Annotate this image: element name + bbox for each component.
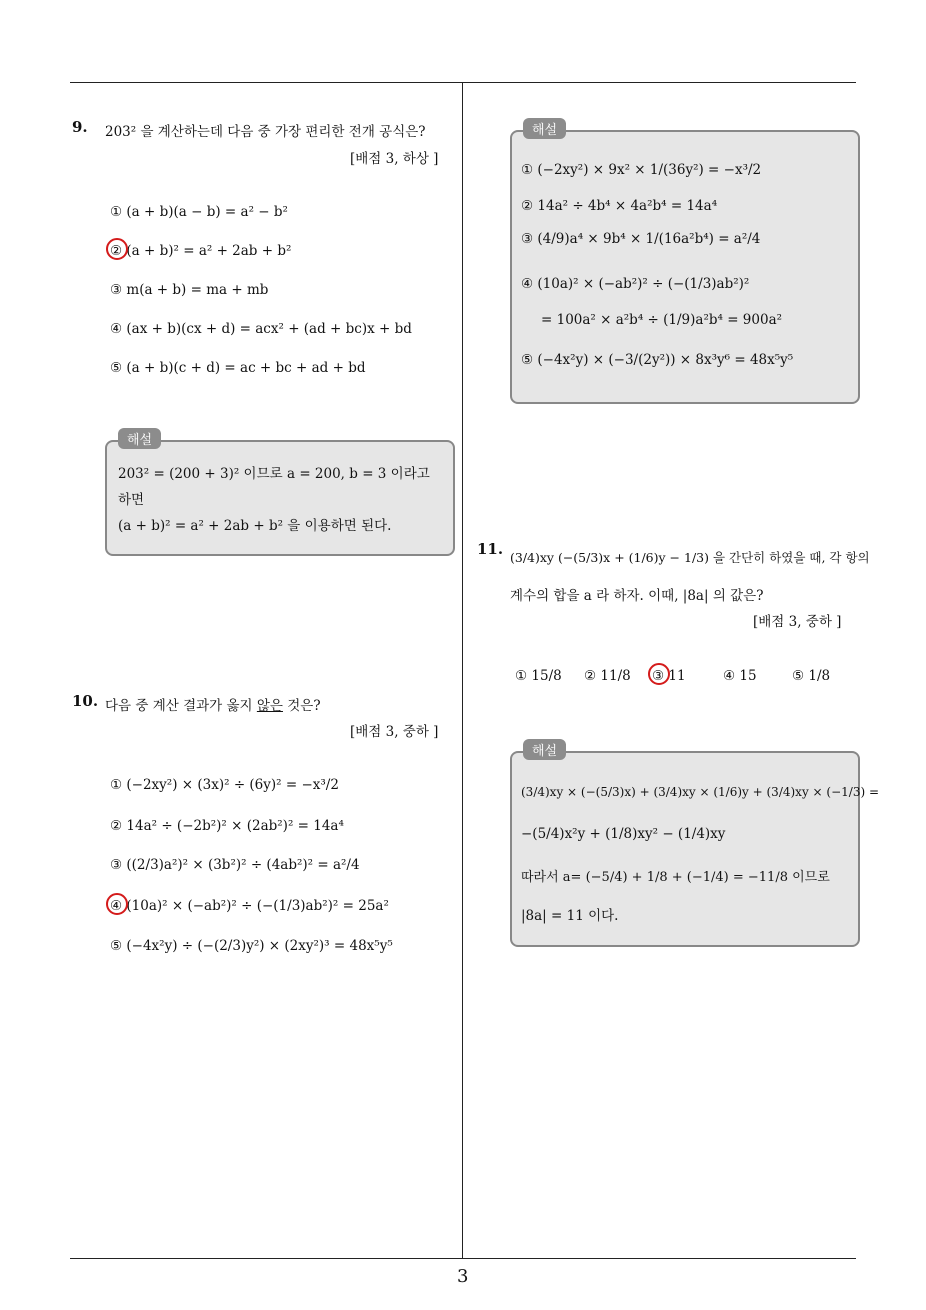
- q11-option-3[interactable]: ③ 11: [652, 668, 686, 684]
- q9-option-1[interactable]: ① (a + b)(a − b) = a² − b²: [110, 204, 288, 220]
- q11-option-1[interactable]: ① 15/8: [515, 668, 562, 684]
- q9-number: 9.: [72, 118, 88, 136]
- q9-text: 203² 을 계산하는데 다음 중 가장 편리한 전개 공식은?: [105, 124, 426, 140]
- q11-score: [배점 3, 중하 ]: [753, 614, 842, 630]
- q11-text-line-2: 계수의 합을 a 라 하자. 이때, |8a| 의 값은?: [510, 588, 764, 604]
- bottom-rule: [70, 1258, 856, 1259]
- q10-solution-line-5: = 100a² × a²b⁴ ÷ (1/9)a²b⁴ = 900a²: [541, 312, 783, 328]
- q10-number: 10.: [72, 692, 99, 710]
- q9-solution-box: [105, 440, 455, 556]
- q11-solution-line-2: −(5/4)x²y + (1/8)xy² − (1/4)xy: [521, 826, 726, 842]
- q10-score: [배점 3, 중하 ]: [350, 724, 439, 740]
- q10-text: [105, 694, 321, 714]
- q9-score: [배점 3, 하상 ]: [350, 151, 439, 167]
- q9-solution-line-2: 하면: [118, 492, 145, 508]
- column-divider: [462, 82, 463, 1258]
- q11-text-line-1: (3/4)xy (−(5/3)x + (1/6)y − 1/3) 을 간단히 하였을 때, 각 항의: [510, 550, 870, 565]
- q10-option-2[interactable]: ② 14a² ÷ (−2b²)² × (2ab²)² = 14a⁴: [110, 818, 344, 834]
- q9-option-3[interactable]: ③ m(a + b) = ma + mb: [110, 282, 269, 298]
- q10-solution-line-4: ④ (10a)² × (−ab²)² ÷ (−(1/3)ab²)²: [521, 276, 750, 292]
- q10-option-5[interactable]: ⑤ (−4x²y) ÷ (−(2/3)y²) × (2xy²)³ = 48x⁵y⁵: [110, 938, 393, 954]
- answer-circle-mark: [648, 663, 670, 685]
- q11-option-4[interactable]: ④ 15: [723, 668, 757, 684]
- top-rule: [70, 82, 856, 83]
- q11-solution-line-4: |8a| = 11 이다.: [521, 908, 619, 924]
- q9-option-4[interactable]: ④ (ax + b)(cx + d) = acx² + (ad + bc)x + bd: [110, 321, 412, 337]
- q9-solution-line-3: (a + b)² = a² + 2ab + b² 을 이용하면 된다.: [118, 518, 392, 534]
- q10-solution-line-1: ① (−2xy²) × 9x² × 1/(36y²) = −x³/2: [521, 162, 762, 178]
- page-number: 3: [457, 1266, 469, 1287]
- q10-solution-tag: 해설: [523, 118, 566, 139]
- q10-option-1[interactable]: ① (−2xy²) × (3x)² ÷ (6y)² = −x³/2: [110, 777, 339, 793]
- q11-option-5[interactable]: ⑤ 1/8: [792, 668, 831, 684]
- q9-option-5[interactable]: ⑤ (a + b)(c + d) = ac + bc + ad + bd: [110, 360, 366, 376]
- q11-number: 11.: [477, 540, 504, 558]
- q10-solution-line-6: ⑤ (−4x²y) × (−3/(2y²)) × 8x³y⁶ = 48x⁵y⁵: [521, 352, 794, 368]
- q10-option-4[interactable]: ④ (10a)² × (−ab²)² ÷ (−(1/3)ab²)² = 25a²: [110, 898, 389, 914]
- q10-text-pre: 다음 중 계산 결과가 옳지: [105, 698, 257, 714]
- q10-option-3[interactable]: ③ ((2/3)a²)² × (3b²)² ÷ (4ab²)² = a²/4: [110, 857, 360, 873]
- q9-solution-line-1: 203² = (200 + 3)² 이므로 a = 200, b = 3 이라고: [118, 466, 430, 482]
- q10-solution-line-3: ③ (4/9)a⁴ × 9b⁴ × 1/(16a²b⁴) = a²/4: [521, 231, 761, 247]
- q9-option-2[interactable]: ② (a + b)² = a² + 2ab + b²: [110, 243, 292, 259]
- q10-solution-line-2: ② 14a² ÷ 4b⁴ × 4a²b⁴ = 14a⁴: [521, 198, 718, 214]
- answer-circle-mark: [106, 893, 128, 915]
- q11-solution-tag: 해설: [523, 739, 566, 760]
- q10-text-underline: 않은: [256, 698, 283, 714]
- q9-solution-tag: 해설: [118, 428, 161, 449]
- q11-option-2[interactable]: ② 11/8: [584, 668, 631, 684]
- q11-solution-line-1: (3/4)xy × (−(5/3)x) + (3/4)xy × (1/6)y + (3/4)xy × (−1/3) =: [521, 785, 880, 799]
- answer-circle-mark: [106, 238, 128, 260]
- q11-solution-line-3: 따라서 a= (−5/4) + 1/8 + (−1/4) = −11/8 이므로: [521, 870, 830, 885]
- q10-text-post: 것은?: [282, 698, 321, 714]
